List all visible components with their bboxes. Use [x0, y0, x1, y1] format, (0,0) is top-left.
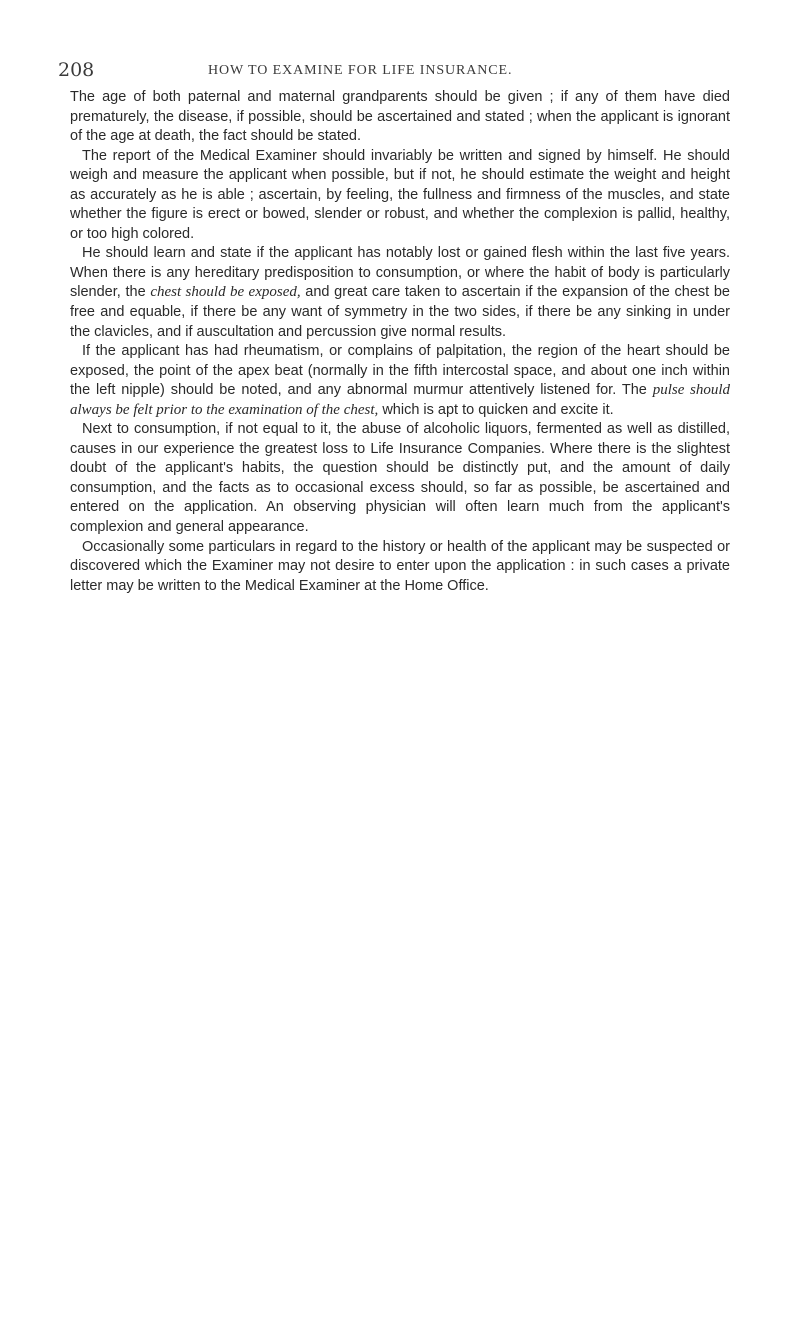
running-title: HOW TO EXAMINE FOR LIFE INSURANCE. [208, 63, 513, 78]
body-text [70, 88, 730, 596]
italic-emphasis: pulse should always be felt prior to the examination of the chest, [70, 382, 730, 418]
paragraph-grandparents: The age of both paternal and maternal grandparents should be given ; if any of them have died prematurely, the disease, if possible, should be ascertained and stated ; when the applicant is ignorant of the age at death, the fact should be stated. [70, 89, 730, 145]
running-header [58, 58, 730, 86]
page-number: 208 [58, 59, 95, 81]
paragraph-private-letter: Occasionally some particulars in regard to the history or health of the applicant may be suspected or discovered which the Examiner may not desire to enter upon the application : in such cases a private letter may be written to the Medical Examiner at the Home Office. [70, 538, 730, 594]
paragraph-examiner-report: The report of the Medical Examiner should invariably be written and signed by himself. He should weigh and measure the applicant when possible, but if not, he should estimate the weight and height as accurately as he is able ; ascertain, by feeling, the fullness and firmness of the muscles, and state whether the figure is erect or bowed, slender or robust, and whether the complexion is pallid, healthy, or too high colored. [70, 147, 730, 242]
paragraph-chest-examination [70, 244, 730, 342]
paragraph-alcohol: Next to consumption, if not equal to it, the abuse of alcoholic liquors, fermented as well as distilled, causes in our experience the greatest loss to Life Insurance Companies. Where there is the slightest doubt of the applicant's habits, the question should be distinctly put, and the amount of daily consumption, and the facts as to occasional excess should, so far as possible, be ascertained and entered on the application. An observing physician will often learn much from the applicant's complexion and general appearance. [70, 421, 730, 536]
paragraph-text: If the applicant has had rheumatism, or complains of palpitation, the region of the heart should be exposed, the point of the apex beat (normally in the fifth intercostal space, and about one inch within the left nipple) should be noted, and any abnormal murmur attentively listened for. The [70, 343, 730, 399]
paragraph-text: He should learn and state if the applicant has notably lost or gained flesh within the last five years. When there is any hereditary predisposition to consumption, or where the habit of body is particularly slender, the [70, 245, 730, 301]
book-page [58, 58, 730, 596]
italic-emphasis: chest should be exposed, [150, 284, 301, 301]
paragraph-text: which is apt to quicken and excite it. [378, 401, 614, 418]
paragraph-text: and great care taken to ascertain if the expansion of the chest be free and equable, if there be any want of symmetry in the two sides, if there be any sinking in under the clavicles, and if auscultation and percussion give normal results. [70, 284, 730, 340]
paragraph-heart-examination [70, 342, 730, 420]
